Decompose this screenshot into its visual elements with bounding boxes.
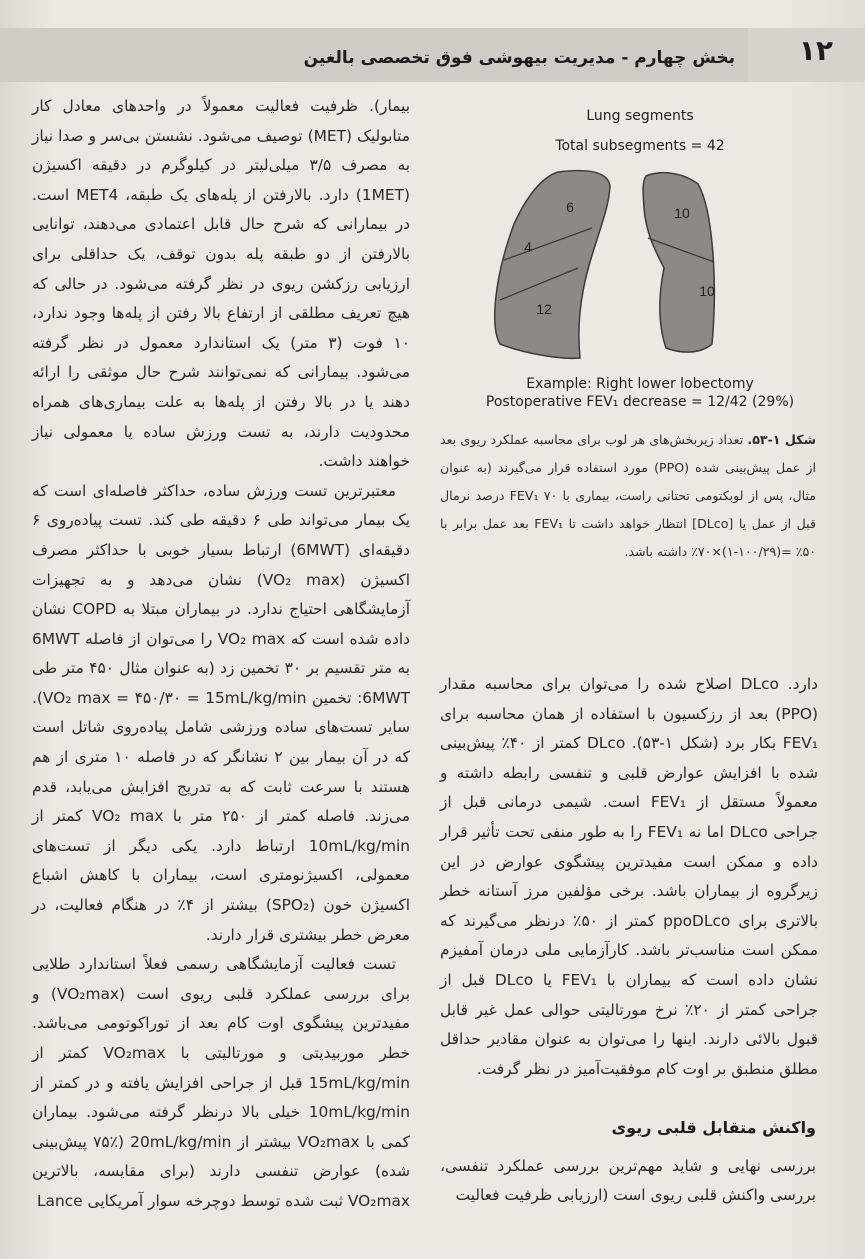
left-text-column	[32, 92, 410, 1217]
segment-label-10-lower: 10	[699, 283, 715, 299]
page-number: ۱۲	[798, 34, 833, 67]
lung-segments-figure	[460, 96, 820, 426]
figure-title: Lung segments	[586, 108, 694, 124]
section-heading: واکنش متقابل قلبی ریوی	[611, 1118, 816, 1137]
segment-label-6: 6	[566, 199, 574, 215]
paragraph: معتبرترین تست ورزش ساده، حداکثر فاصله‌ای است که یک بیمار می‌تواند طی ۶ دقیقه طی کند. تست پیاده‌روی ۶ دقیقه‌ای (6MWT) ارتباط بسیار خوبی با حداکثر مصرف اکسیژن (VO₂ max) نشان می‌دهد و به تجهیزات آزمایشگاهی احتیاج ندارد. در بیماران مبتلا به COPD نشان داده شده است که VO₂ max را می‌توان از فاصله 6MWT به متر تقسیم بر ۳۰ تخمین زد (به عنوان مثال ۴۵۰ متر طی 6MWT: تخمین VO₂ max = ۴۵۰/۳۰ = 15mL/kg/min). سایر تست‌های ساده ورزشی شامل پیاده‌روی شاتل است که در آن بیمار بین ۲ نشانگر که در فاصله ۱۰ متری از هم هستند با سرعت ثابت که به تدریج افزایش می‌یابد، قدم می‌زند. فاصله کمتر از ۲۵۰ متر با VO₂ max کمتر از 10mL/kg/min ارتباط دارد. یکی دیگر از تست‌های معمولی، اکسیژنومتری است، بیماران با کاهش اشباع اکسیژن خون (SPO₂) بیشتر از ۴٪ در هنگام فعالیت، در معرض خطر بیشتری قرار دارند.	[32, 481, 411, 944]
segment-label-12: 12	[536, 301, 552, 317]
figure-example-line1: Example: Right lower lobectomy	[526, 376, 754, 392]
right-text-column	[440, 670, 818, 1084]
section-body	[440, 1152, 816, 1210]
figure-caption	[440, 426, 816, 566]
paragraph: بیمار). ظرفیت فعالیت معمولاً در واحدهای معادل کار متابولیک (MET) توصیف می‌شود. نشستن بی‌سر و صدا نیاز به مصرف ۳/۵ میلی‌لیتر در کیلوگرم در دقیقه اکسیژن (1MET) دارد. بالارفتن از پله‌های یک طبقه، MET4 است. در بیمارانی که شرح حال قابل اعتمادی می‌دهند، توانایی بالارفتن از دو طبقه پله بدون توقف، یک حداقلی برای ارزیابی رزکشن ریوی در نظر گرفته می‌شود. در حالی که هیچ تعریف مطلقی از ارتفاع بالا رفتن از پله‌ها وجود ندارد، ۱۰ فوت (۳ متر) یک استاندارد معمول در نظر گرفته می‌شود. بیمارانی که نمی‌توانند شرح حال موثقی را ارائه دهند یا در بالا رفتن از پله‌ها به علت بیماری‌های همراه محدودیت دارند، به تست ورزش ساده یا معمولی نیاز خواهند داشت.	[32, 97, 410, 471]
left-lung-shape	[643, 173, 714, 352]
paragraph: تست فعالیت آزمایشگاهی رسمی فعلاً استاندارد طلایی برای بررسی عملکرد قلبی ریوی است (VO₂max) و مفیدترین پیشگوی اوت کام بعد از توراکوتومی می‌باشد. خطر موربیدیتی و مورتالیتی با VO₂max کمتر از 15mL/kg/min قبل از جراحی افزایش یافته و در کمتر از 10mL/kg/min خیلی بالا درنظر گرفته می‌شود. بیماران کمی با VO₂max بیشتر از 20mL/kg/min (۷۵٪ پیش‌بینی شده) عوارض تنفسی دارند (برای مقایسه، بالاترین VO₂max ثبت شده توسط دوچرخه سوار آمریکایی Lance	[32, 955, 410, 1210]
figure-example-line2: Postoperative FEV₁ decrease = 12/42 (29%)	[485, 394, 795, 410]
running-title: بخش چهارم - مدیریت بیهوشی فوق تخصصی بالغین	[303, 48, 735, 68]
page-header	[0, 28, 865, 82]
paragraph: بررسی نهایی و شاید مهم‌ترین بررسی عملکرد تنفسی، بررسی واکنش قلبی ریوی است (ارزیابی ظرفیت فعالیت	[440, 1157, 816, 1204]
paragraph: دارد. DLco اصلاح شده را می‌توان برای محاسبه مقدار (PPO) بعد از رزکسیون با استفاده از همان محاسبه برای FEV₁ بکار برد (شکل ۱-۵۳). DLco کمتر از ۴۰٪ پیش‌بینی شده با افزایش عوارض قلبی و تنفسی رابطه داشته و معمولاً مستقل از FEV₁ است. شیمی درمانی قبل از جراحی DLco اما نه FEV₁ را به طور منفی تحت تأثیر قرار داده و ممکن است مفیدترین پیشگوی عوارض در این زیرگروه از بیماران باشد. برخی مؤلفین مرز آستانه خطر بالاتری برای ppoDLco کمتر از ۵۰٪ درنظر می‌گیرند که ممکن است مناسب‌تر باشد. کارآزمایی ملی درمان آمفیزم نشان داده است که بیماران با FEV₁ یا DLco قبل از جراحی کمتر از ۲۰٪ نرخ مورتالیتی حوالی عمل غیر قابل قبول بالائی دارند. اینها را می‌توان به عنوان مقادیر حداقل مطلق منطبق بر اوت کام موفقیت‌آمیز در نظر گرفت.	[440, 675, 819, 1078]
caption-text: تعداد زیربخش‌های هر لوب برای محاسبه عملکرد ریوی بعد از عمل پیش‌بینی شده (PPO) مورد استفاده قرار می‌گیرند (به عنوان مثال، پس از لوبکتومی تحتانی راست، بیماری با FEV₁ ۷۰ درصد نرمال قبل از عمل یا [DLco] انتظار خواهد داشت تا FEV₁ بعد عمل برابر با ۵۰٪ =(۱۰۰/۲۹-۱)×۷۰٪ داشته باشد.	[440, 432, 816, 559]
right-lung-shape	[495, 171, 610, 359]
lung-diagram	[460, 168, 820, 378]
segment-label-10-upper: 10	[674, 205, 690, 221]
figure-subtitle: Total subsegments = 42	[555, 138, 725, 154]
segment-label-4: 4	[524, 239, 532, 255]
caption-label: شکل ۱-۵۳.	[747, 432, 816, 447]
